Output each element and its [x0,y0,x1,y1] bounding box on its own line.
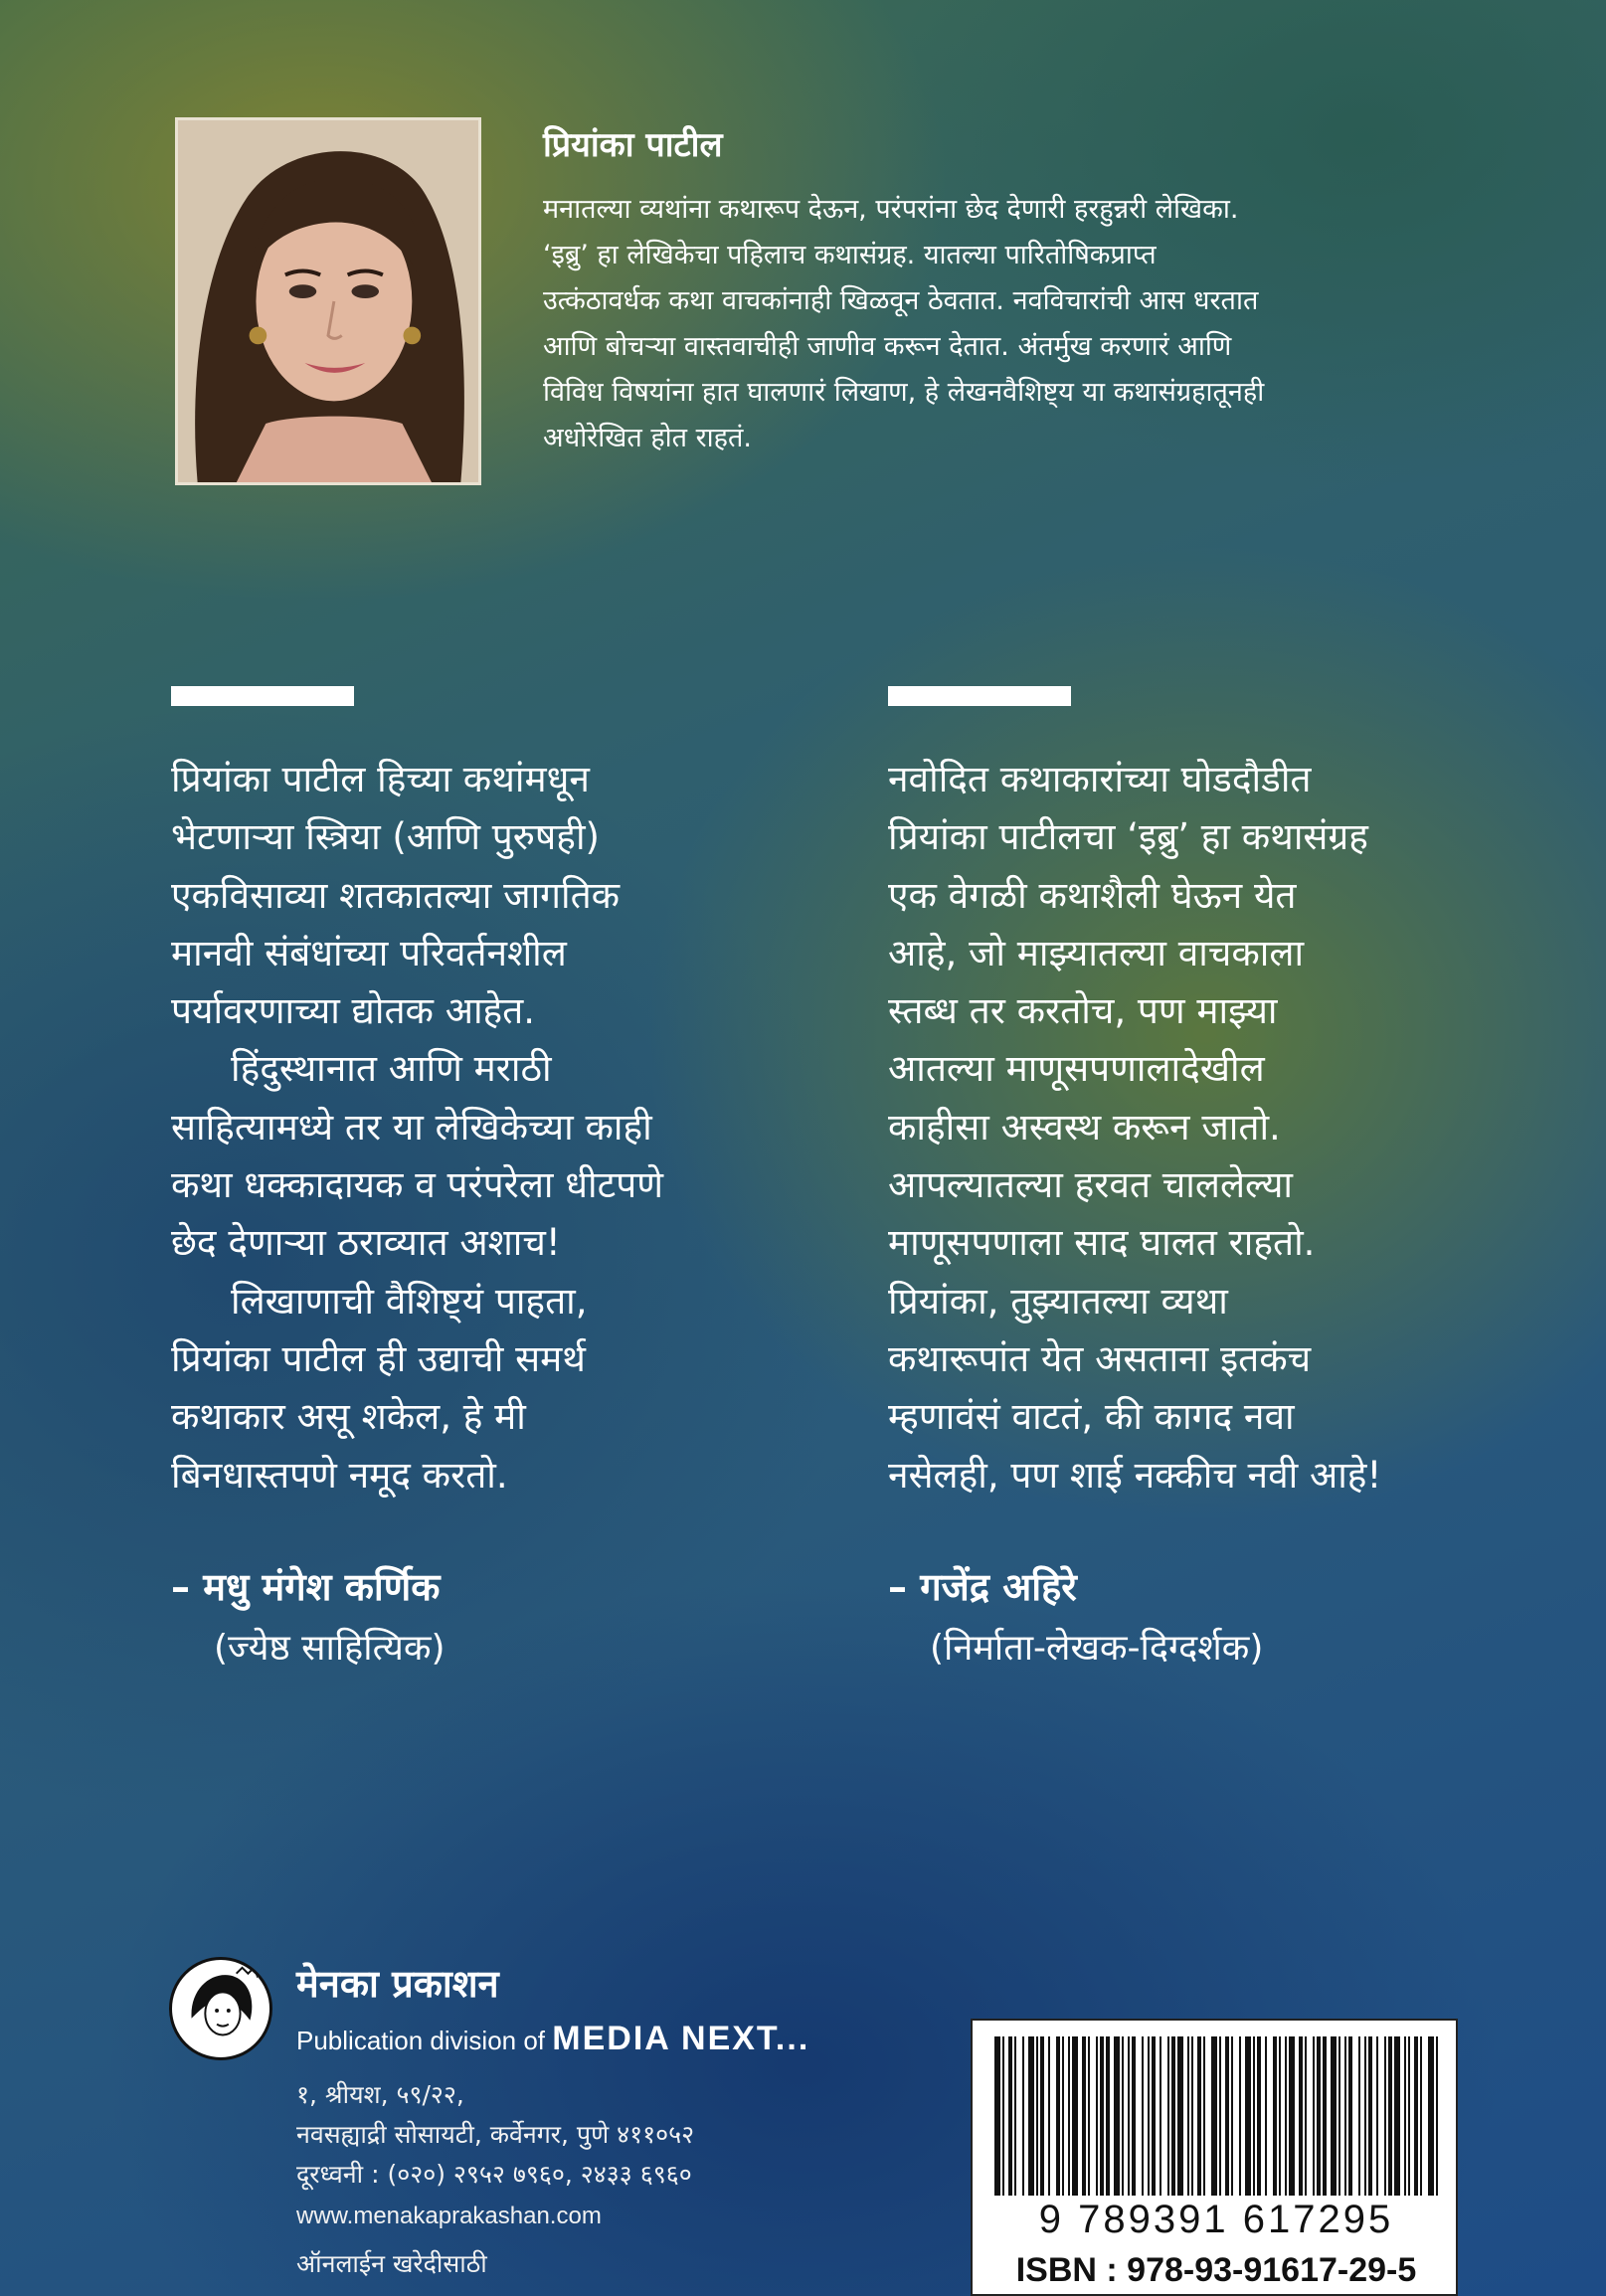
blurb-line: स्तब्ध तर करतोच, पण माझ्या [888,989,1278,1033]
author-bio [543,187,1488,461]
author-name: प्रियांका पाटील [543,125,723,165]
barcode-bar [1096,2036,1098,2196]
barcode-bar [1062,2036,1064,2196]
barcode-bar [1036,2036,1038,2196]
blurb-line: भेटणाऱ्या स्त्रिया (आणि पुरुषही) [171,815,600,859]
barcode-bar [1285,2036,1287,2196]
attribution-name-right: – गजेंद्र अहिरे [888,1565,1077,1609]
blurb-line: छेद देणाऱ्या ठराव्यात अशाच! [171,1221,561,1265]
barcode-bar [1100,2036,1104,2196]
barcode-bar [1358,2036,1360,2196]
blurb-line: पर्यावरणाच्या द्योतक आहेत. [171,989,536,1033]
phone-number: दूरध्वनी : (०२०) २९५२ ७९६०, २४३३ ६९६० [296,2160,692,2189]
blurb-line: बिनधास्तपणे नमूद करतो. [171,1453,508,1497]
blurb-line: एकविसाव्या शतकातल्या जागतिक [171,873,621,917]
bio-line: आणि बोचऱ्या वास्तवाचीही जाणीव करून देतात. अंतर्मुख करणारं आणि [543,331,1232,362]
barcode-bar [1344,2036,1346,2196]
blurb-line: कथा धक्कादायक व परंपरेला धीटपणे [171,1163,664,1207]
blurb-line: आपल्यातल्या हरवत चाललेल्या [888,1163,1293,1207]
barcode-bar [1338,2036,1340,2196]
barcode-bar [1072,2036,1078,2196]
barcode-bar [1388,2036,1392,2196]
blurb-line: आहे, जो माझ्यातल्या वाचकाला [888,931,1305,974]
barcode-bar [1408,2036,1410,2196]
bio-line: मनातल्या व्यथांना कथारूप देऊन, परंपरांना छेद देणारी हरहुन्नरी लेखिका. [543,194,1239,225]
barcode-bar [1167,2036,1169,2196]
barcode-bar [1122,2036,1124,2196]
barcode-bar [1279,2036,1281,2196]
blurb-line: मानवी संबंधांच्या परिवर्तनशील [171,931,567,974]
barcode-bar [1160,2036,1161,2196]
bio-line: उत्कंठावर्धक कथा वाचकांनाही खिळवून ठेवतात. नवविचारांची आस धरतात [543,285,1259,316]
barcode-bar [1106,2036,1110,2196]
address-line-2: नवसह्याद्री सोसायटी, कर्वेनगर, पुणे ४११०५२ [296,2120,695,2149]
barcode-bar [1420,2036,1422,2196]
barcode-bar [1323,2036,1327,2196]
blurb-line: नसेलही, पण शाई नक्कीच नवी आहे! [888,1453,1382,1497]
barcode-bar [1191,2036,1193,2196]
blurb-line: प्रियांका पाटील ही उद्याची समर्थ [171,1336,586,1380]
barcode-bar [1245,2036,1251,2196]
barcode-bar [994,2036,1000,2196]
blurb-line: कथारूपांत येत असताना इतकंच [888,1336,1312,1380]
barcode-bar [1197,2036,1201,2196]
bio-line: ‘इब्रु’ हा लेखिकेचा पहिलाच कथासंग्रह. यातल्या पारितोषिकप्राप्त [543,240,1157,270]
barcode-bar [1299,2036,1303,2196]
website-link[interactable]: www.menakaprakashan.com [296,2203,602,2229]
barcode-bar [1128,2036,1130,2196]
author-photo [175,117,481,485]
barcode-bar [1253,2036,1255,2196]
division-prefix: Publication division of [296,2026,546,2055]
online-purchase-label: ऑनलाईन खरेदीसाठी [296,2249,487,2278]
barcode-bar [1219,2036,1221,2196]
barcode-bar [1002,2036,1004,2196]
barcode-bars [990,2036,1442,2196]
barcode-bar [1028,2036,1034,2196]
barcode-bar [1305,2036,1307,2196]
barcode-bar [1152,2036,1156,2196]
barcode-bar [1132,2036,1136,2196]
barcode-bar [1428,2036,1434,2196]
blurb-line: साहित्यामध्ये तर या लेखिकेच्या काही [171,1105,652,1148]
barcode-bar [1082,2036,1086,2196]
barcode-bar [1022,2036,1024,2196]
barcode-bar [1148,2036,1150,2196]
barcode-bar [1289,2036,1295,2196]
isbn-number: ISBN : 978-93-91617-29-5 [1015,2251,1417,2289]
barcode-bar [1142,2036,1144,2196]
barcode-bar [1088,2036,1090,2196]
division-brand: MEDIA NEXT... [552,2020,810,2057]
bio-line: अधोरेखित होत राहतं. [543,423,752,453]
divider-left [171,686,354,706]
barcode-bar [1008,2036,1012,2196]
barcode-bar [1348,2036,1352,2196]
barcode-bar [1225,2036,1229,2196]
blurb-line: प्रियांका, तुझ्यातल्या व्यथा [888,1279,1228,1323]
barcode-bar [1056,2036,1060,2196]
barcode-bar [1394,2036,1400,2196]
barcode-bar [1203,2036,1205,2196]
barcode-bar [1048,2036,1050,2196]
publisher-division [296,2019,809,2060]
barcode-bar [1313,2036,1315,2196]
barcode-bar [1384,2036,1386,2196]
divider-right [888,686,1071,706]
blurb-line: माणूसपणाला साद घालत राहतो. [888,1221,1316,1265]
barcode-bar [1014,2036,1016,2196]
barcode-bar [1068,2036,1070,2196]
blurb-line: प्रियांका पाटीलचा ‘इब्रु’ हा कथासंग्रह [888,815,1368,859]
barcode-bar [1211,2036,1217,2196]
blurb-line: हिंदुस्थानात आणि मराठी [231,1047,552,1091]
barcode-panel [971,2019,1458,2296]
blurb-left [171,751,807,1504]
barcode-bar [1239,2036,1241,2196]
barcode-bar [1231,2036,1233,2196]
barcode-digits: 9 789391 617295 [1038,2198,1394,2241]
barcode-bar [1436,2036,1438,2196]
publisher-logo-icon [169,1957,272,2060]
blurb-line: म्हणावंसं वाटतं, की कागद नवा [888,1395,1295,1439]
barcode-bar [1257,2036,1261,2196]
attribution-role-right: (निर्माता-लेखक-दिग्दर्शक) [930,1628,1264,1669]
bio-line: विविध विषयांना हात घालणारं लिखाण, हे लेखनवैशिष्ट्य या कथासंग्रहातूनही [543,377,1265,408]
barcode-bar [1414,2036,1418,2196]
barcode-bar [1273,2036,1277,2196]
barcode-bar [1187,2036,1189,2196]
barcode-bar [1040,2036,1044,2196]
blurb-line: आतल्या माणूसपणालादेखील [888,1047,1265,1091]
barcode-bar [1364,2036,1366,2196]
address-line-1: १, श्रीयश, ५९/२२, [296,2080,464,2109]
blurb-line: एक वेगळी कथाशैली घेऊन येत [888,873,1297,917]
blurb-right [888,751,1544,1504]
barcode-bar [1114,2036,1120,2196]
blurb-line: काहीसा अस्वस्थ करून जातो. [888,1105,1281,1148]
attribution-name-left: – मधु मंगेश कर्णिक [171,1565,441,1609]
blurb-line: लिखाणाची वैशिष्ट्यं पाहता, [231,1279,588,1323]
attribution-role-left: (ज्येष्ठ साहित्यिक) [214,1628,446,1669]
barcode-bar [1376,2036,1378,2196]
barcode-bar [1265,2036,1267,2196]
blurb-line: नवोदित कथाकारांच्या घोडदौडीत [888,758,1312,800]
barcode-bar [1317,2036,1321,2196]
barcode-bar [1177,2036,1183,2196]
blurb-line: प्रियांका पाटील हिच्या कथांमधून [171,758,590,800]
barcode-bar [1404,2036,1406,2196]
barcode-bar [1331,2036,1337,2196]
barcode-bar [1171,2036,1175,2196]
publisher-name: मेनका प्रकाशन [296,1962,499,2006]
barcode-bar [1368,2036,1372,2196]
blurb-line: कथाकार असू शकेल, हे मी [171,1395,526,1439]
